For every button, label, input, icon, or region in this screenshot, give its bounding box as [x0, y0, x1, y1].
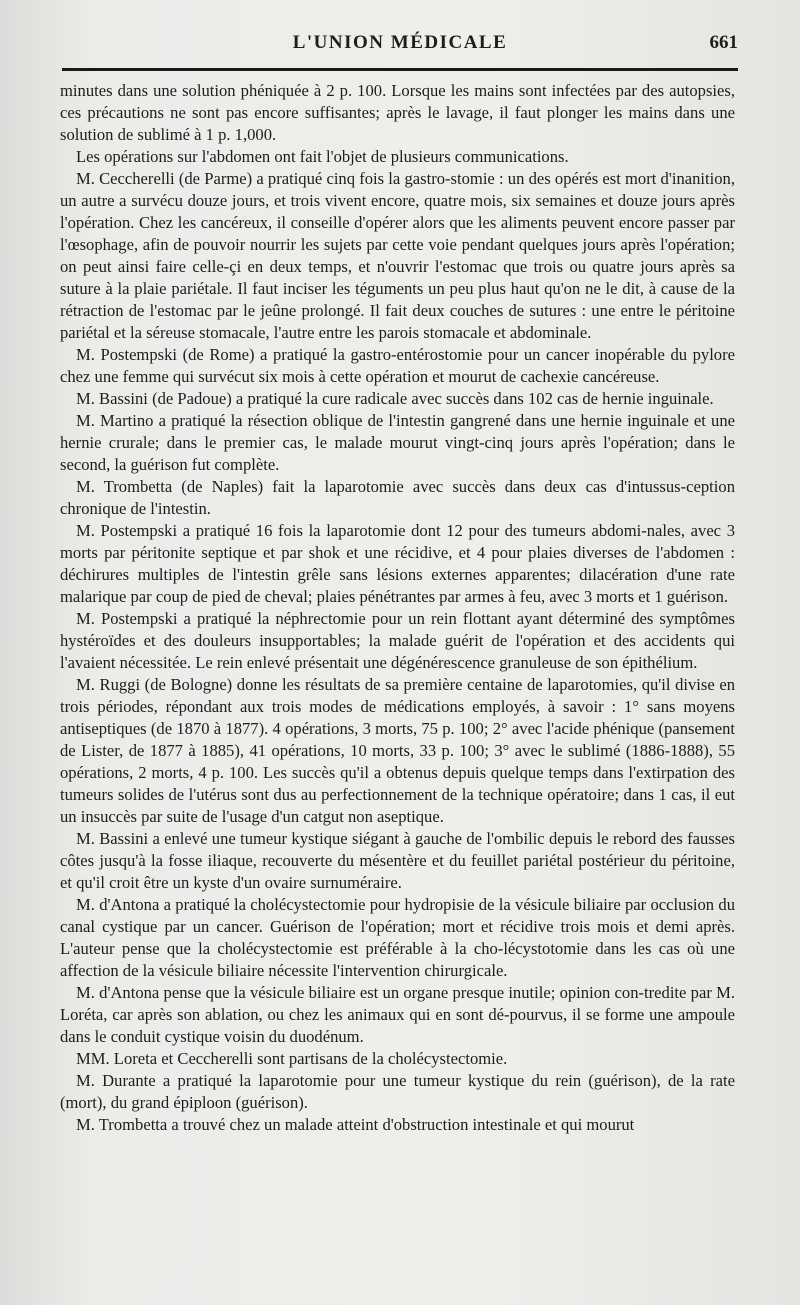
running-header	[60, 30, 740, 60]
paragraph: M. Bassini a enlevé une tumeur kystique siégant à gauche de l'ombilic depuis le rebord des fausses côtes jusqu'à la fosse iliaque, recouverte du mésentère et du feuillet pariétal postérieur du péritoine, et qu'il croit être un kyste d'un ovaire surnuméraire.	[60, 829, 735, 892]
paragraph: MM. Loreta et Ceccherelli sont partisans de la cholécystectomie.	[76, 1049, 508, 1068]
journal-title: L'UNION MÉDICALE	[292, 32, 508, 53]
article-body	[60, 80, 735, 1136]
paragraph: Les opérations sur l'abdomen ont fait l'objet de plusieurs communications.	[76, 147, 569, 166]
paragraph: M. Bassini (de Padoue) a pratiqué la cure radicale avec succès dans 102 cas de hernie inguinale.	[76, 389, 714, 408]
page-number: 661	[709, 32, 738, 53]
paragraph: M. Postempski a pratiqué 16 fois la laparotomie dont 12 pour des tumeurs abdomi-nales, avec 3 morts par péritonite septique et par shok et une récidive, et 4 pour plaies diverses de l'abdomen : déchirures multiples de l'intestin grêle sans lésions externes apparentes; dilacération d'une rate malarique par coup de pied de cheval; plaies pénétrantes par armes à feu, avec 3 morts et 1 guérison.	[60, 521, 735, 606]
paragraph: M. Durante a pratiqué la laparotomie pour une tumeur kystique du rein (guérison), de la rate (mort), du grand épiploon (guérison).	[60, 1071, 735, 1112]
paragraph: M. d'Antona a pratiqué la cholécystectomie pour hydropisie de la vésicule biliaire par occlusion du canal cystique par un cancer. Guérison de l'opération; mort et récidive trois mois et demi après. L'auteur pense que la cholécystectomie est préférable à la cho-lécystotomie dans les cas où une affection de la vésicule biliaire nécessite l'intervention chirurgicale.	[60, 895, 735, 980]
header-rule	[62, 68, 738, 71]
paragraph: M. Postempski a pratiqué la néphrectomie pour un rein flottant ayant déterminé des symptômes hystéroïdes et des douleurs insupportables; la malade guérit de l'opération et des accidents qui l'avaient nécessitée. Le rein enlevé présentait une dégénérescence granuleuse de son épithélium.	[60, 609, 735, 672]
paragraph: M. Postempski (de Rome) a pratiqué la gastro-entérostomie pour un cancer inopérable du pylore chez une femme qui survécut six mois à cette opération et mourut de cachexie cancéreuse.	[60, 345, 735, 386]
paragraph: M. Martino a pratiqué la résection oblique de l'intestin gangrené dans une hernie inguinale et une hernie crurale; dans le premier cas, le malade mourut vingt-cinq jours après l'opération; dans le second, la guérison fut complète.	[60, 411, 735, 474]
paragraph: minutes dans une solution phéniquée à 2 p. 100. Lorsque les mains sont infectées par des autopsies, ces précautions ne sont pas encore suffisantes; après le lavage, il faut plonger les mains dans une solution de sublimé à 1 p. 1,000.	[60, 81, 735, 144]
paragraph: M. d'Antona pense que la vésicule biliaire est un organe presque inutile; opinion con-tredite par M. Loréta, car après son ablation, ou chez les animaux qui en sont dé-pourvus, il se forme une ampoule dans le conduit cystique voisin du duodénum.	[60, 983, 735, 1046]
paragraph: M. Trombetta a trouvé chez un malade atteint d'obstruction intestinale et qui mourut	[76, 1115, 635, 1134]
paragraph: M. Trombetta (de Naples) fait la laparotomie avec succès dans deux cas d'intussus-ception chronique de l'intestin.	[60, 477, 735, 518]
paragraph: M. Ceccherelli (de Parme) a pratiqué cinq fois la gastro-stomie : un des opérés est mort d'inanition, un autre a survécu douze jours, et trois vivent encore, quatre mois, six semaines et douze jours après l'opération. Chez les cancéreux, il conseille d'opérer alors que les aliments peuvent encore passer par l'œsophage, afin de pouvoir nourrir les sujets par cette voie pendant quelques jours après l'opération; on peut ainsi faire celle-çi en deux temps, et n'ouvrir l'estomac que trois ou quatre jours après sa suture à la plaie pariétale. Il faut inciser les téguments un peu plus haut qu'on ne le dit, à cause de la rétraction de l'estomac par le jeûne prolongé. Il fait deux couches de sutures : une entre le péritoine pariétal et la séreuse stomacale, l'autre entre les parois stomacale et abdominale.	[60, 169, 735, 342]
paragraph: M. Ruggi (de Bologne) donne les résultats de sa première centaine de laparotomies, qu'il divise en trois périodes, répondant aux trois modes de médications employés, à savoir : 1° sans moyens antiseptiques (de 1870 à 1877). 4 opérations, 3 morts, 75 p. 100; 2° avec l'acide phénique (pansement de Lister, de 1877 à 1885), 41 opérations, 10 morts, 33 p. 100; 3° avec le sublimé (1886-1888), 55 opérations, 2 morts, 4 p. 100. Les succès qu'il a obtenus depuis quelque temps dans l'extirpation des tumeurs solides de l'utérus sont dus au perfectionnement de la technique opératoire; dans 1 cas, il eut un insuccès par suite de l'usage d'un catgut non aseptique.	[60, 675, 735, 826]
